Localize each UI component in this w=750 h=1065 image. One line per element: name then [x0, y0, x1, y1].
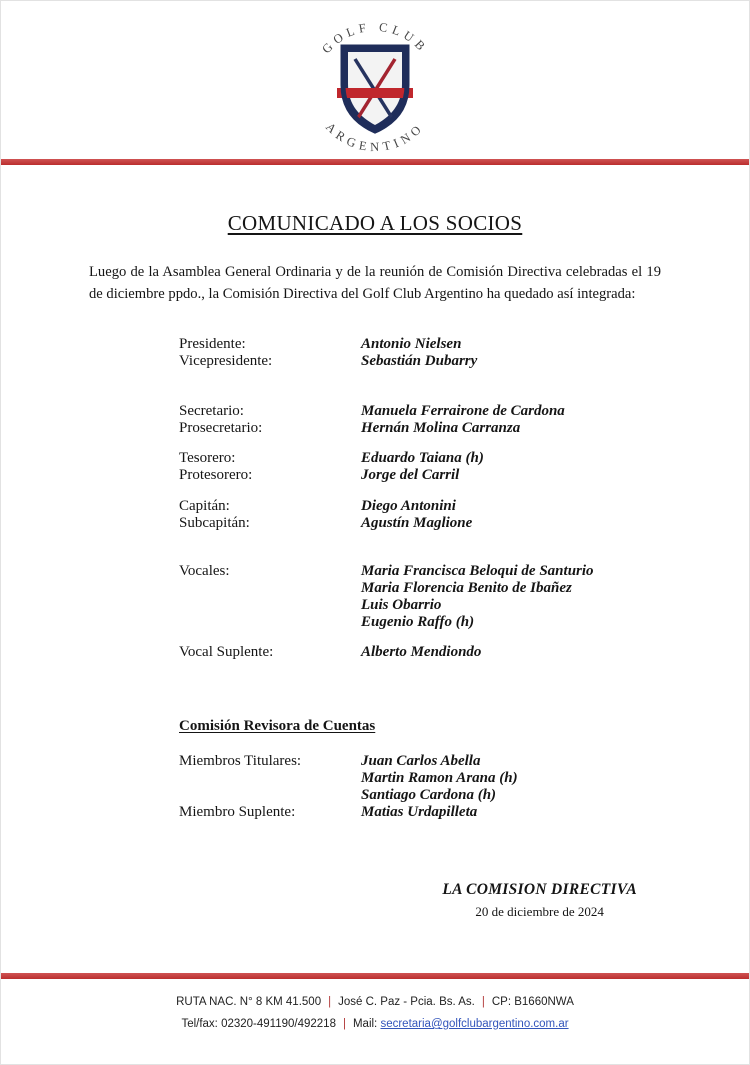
footer-separator: |: [342, 1018, 346, 1030]
member-name: Eduardo Taiana (h): [361, 449, 484, 466]
signature-date: 20 de diciembre de 2024: [475, 903, 604, 919]
footer-email-link[interactable]: secretaria@golfclubargentino.com.ar: [380, 1018, 569, 1030]
position-label: Protesorero:: [179, 466, 253, 483]
member-name: Matias Urdapilleta: [361, 803, 478, 820]
footer: [1, 973, 749, 1030]
club-crest-logo: [1, 1, 749, 159]
board-row: [179, 515, 749, 532]
member-name: Sebastián Dubarry: [361, 352, 478, 369]
position-label: Vocal Suplente:: [179, 643, 274, 660]
page-title: COMUNICADO A LOS SOCIOS: [227, 211, 523, 235]
member-name: Hernán Molina Carranza: [361, 419, 521, 436]
position-label: Secretario:: [179, 402, 244, 419]
footer-separator: |: [328, 996, 332, 1008]
board-row: [179, 450, 749, 467]
revisora-row-suplente: [179, 804, 749, 821]
signature-block: [442, 881, 637, 920]
board-row: [179, 498, 749, 515]
footer-postal: CP: B1660NWA: [491, 996, 574, 1008]
member-name: Alberto Mendiondo: [361, 643, 482, 660]
position-label: Miembros Titulares:: [179, 752, 302, 769]
board-row: [179, 420, 749, 437]
position-label: Capitán:: [179, 497, 230, 514]
crest-bottom-text: ARGENTINO: [322, 119, 428, 155]
footer-line-1: [1, 996, 749, 1008]
member-name: Martin Ramon Arana (h): [361, 769, 518, 786]
member-name: Eugenio Raffo (h): [361, 613, 475, 630]
member-name: Luis Obarrio: [361, 596, 442, 613]
member-name: Maria Florencia Benito de Ibañez: [361, 579, 572, 596]
signature-line: LA COMISION DIRECTIVA: [442, 880, 637, 898]
member-name: Agustín Maglione: [361, 514, 473, 531]
member-name: Maria Francisca Beloqui de Santurio: [361, 562, 594, 579]
position-label: Vocales:: [179, 562, 230, 579]
member-name: Antonio Nielsen: [361, 335, 462, 352]
member-name: Jorge del Carril: [361, 466, 460, 483]
footer-line-2: [1, 1018, 749, 1030]
position-label: Presidente:: [179, 335, 246, 352]
board-row: [179, 467, 749, 484]
member-name: Manuela Ferrairone de Cardona: [361, 402, 565, 419]
position-label: Tesorero:: [179, 449, 236, 466]
titulares-names: [361, 753, 518, 804]
footer-city: José C. Paz - Pcia. Bs. As.: [338, 996, 475, 1008]
board-list: [1, 336, 749, 661]
board-row: [179, 353, 749, 370]
board-row: [179, 336, 749, 353]
footer-mail-label: Mail:: [352, 1018, 378, 1030]
vocales-names: [361, 563, 594, 631]
member-name: Juan Carlos Abella: [361, 752, 481, 769]
footer-address: RUTA NAC. N° 8 KM 41.500: [176, 996, 322, 1008]
revisora-list: [1, 753, 749, 821]
crest-top-text: GOLF CLUB: [319, 19, 431, 57]
position-label: Prosecretario:: [179, 419, 263, 436]
board-row: [179, 403, 749, 420]
intro-paragraph: Luego de la Asamblea General Ordinaria y de la reunión de Comisión Directiva celebradas el 19 de diciembre ppdo., la Comisión Directiva del Golf Club Argentino ha quedado así integrada:: [89, 264, 661, 302]
position-label: Vicepresidente:: [179, 352, 273, 369]
red-divider-bottom: [1, 973, 749, 979]
position-label: Miembro Suplente:: [179, 803, 296, 820]
position-label: Subcapitán:: [179, 514, 250, 531]
revisora-row-titulares: [179, 753, 749, 804]
member-name: Diego Antonini: [361, 497, 456, 514]
footer-separator: |: [481, 996, 485, 1008]
section-heading-comision-revisora: Comisión Revisora de Cuentas: [179, 717, 376, 734]
footer-telfax: Tel/fax: 02320-491190/492218: [181, 1018, 336, 1030]
board-row: [179, 644, 749, 661]
member-name: Santiago Cardona (h): [361, 786, 497, 803]
board-row-vocales: [179, 563, 749, 631]
crest-shield-icon: [291, 11, 459, 159]
